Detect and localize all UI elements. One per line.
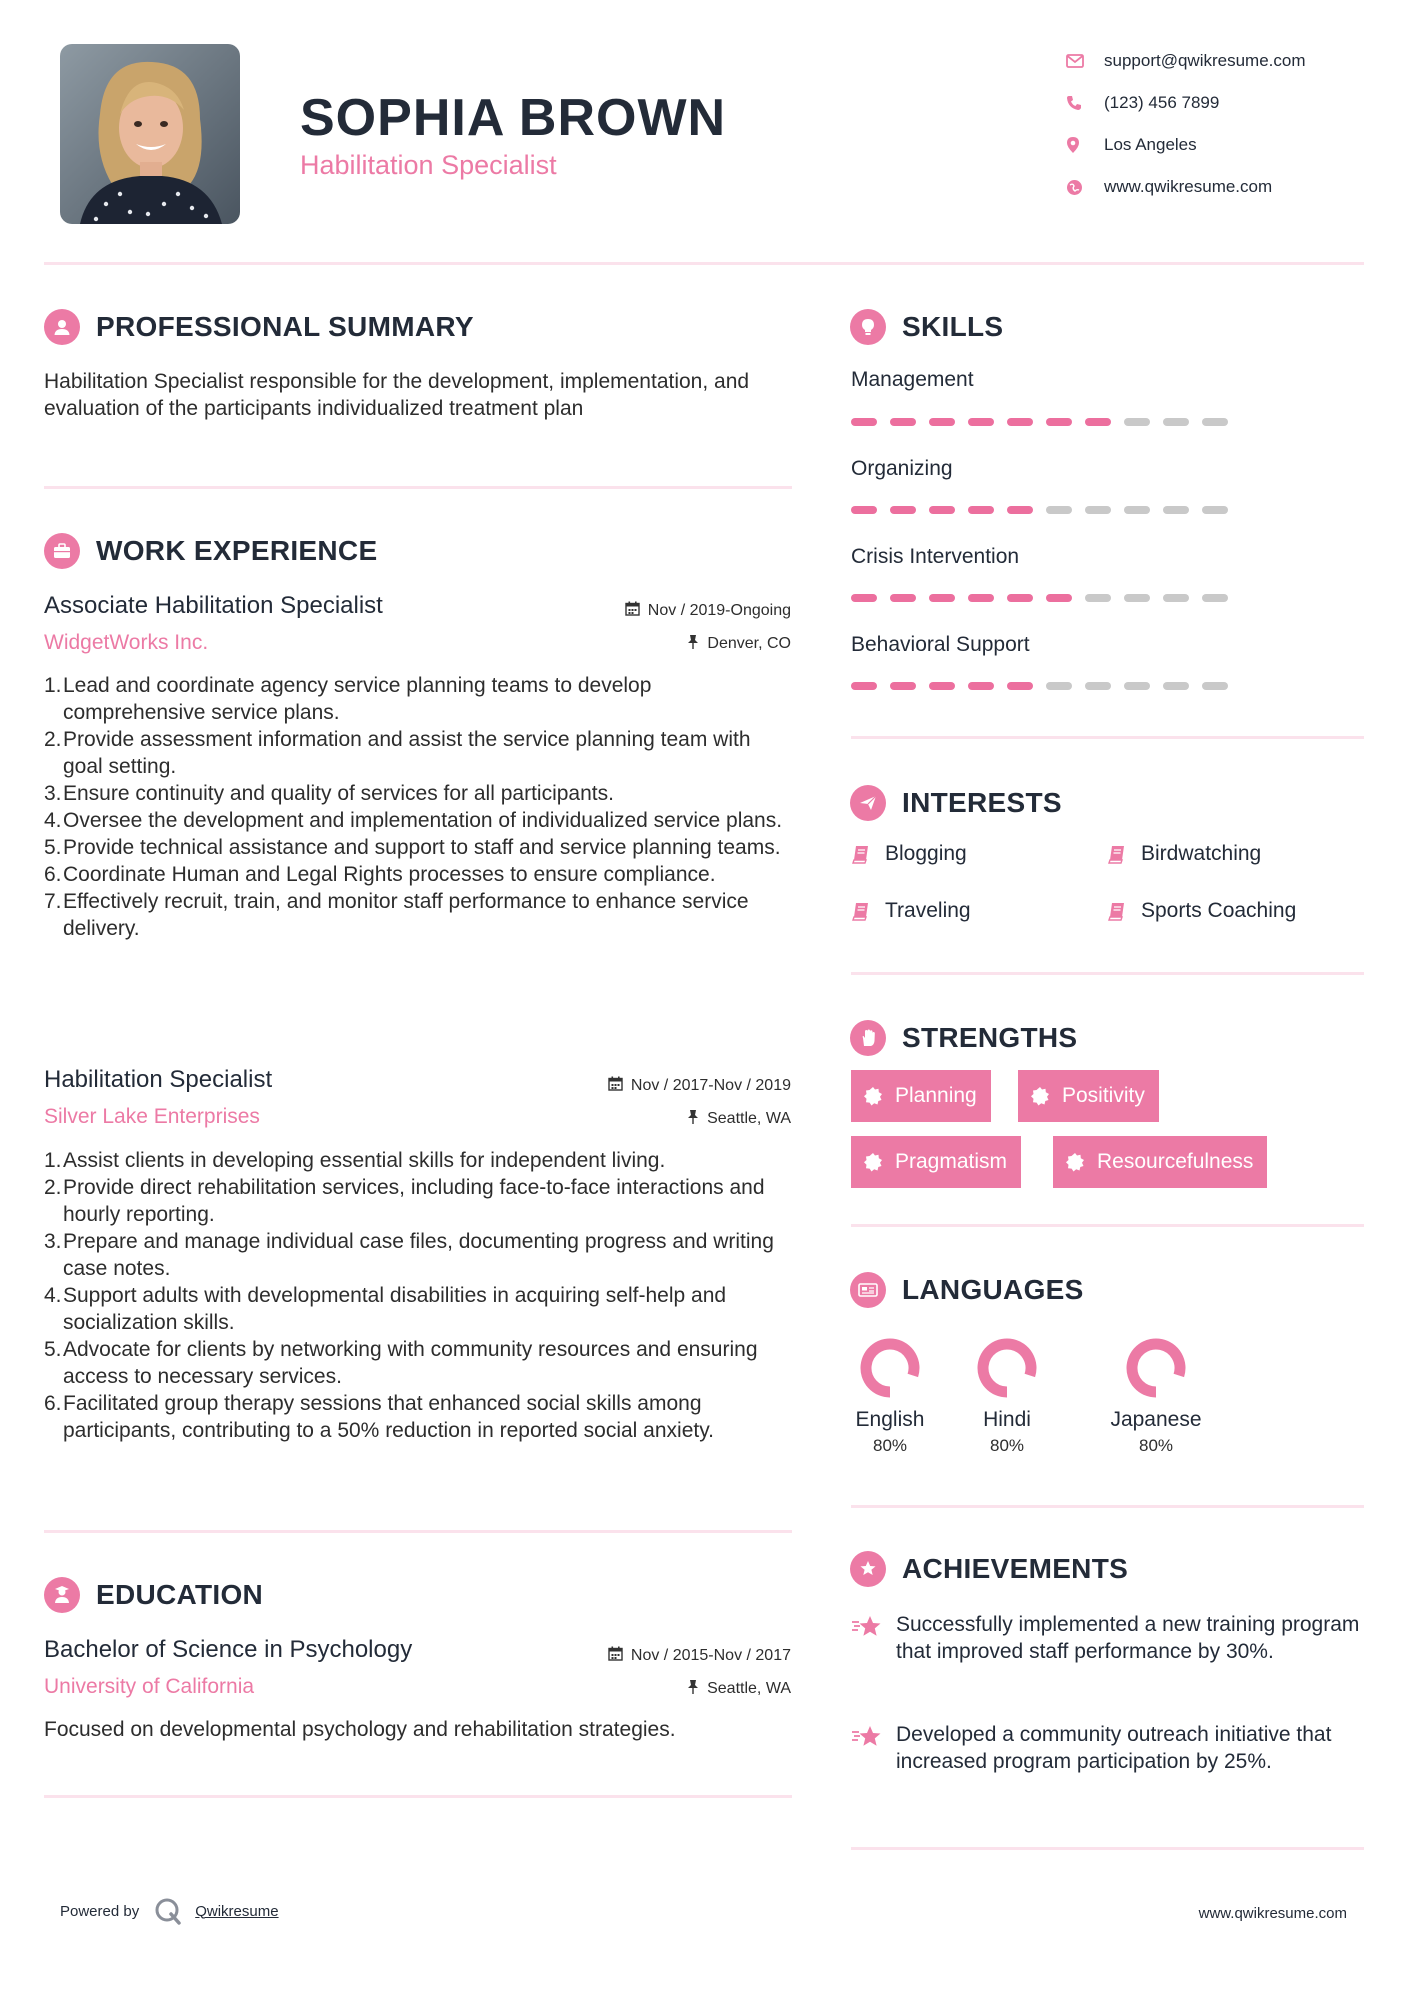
graduate-icon [44, 1577, 80, 1613]
strength-tag: Pragmatism [851, 1136, 1021, 1188]
skill-dash-filled [1007, 682, 1033, 690]
envelope-icon [1066, 54, 1104, 68]
skill-dash-filled [890, 682, 916, 690]
interest-item: Blogging [851, 842, 967, 866]
list-item: 1. Assist clients in developing essential skills for independent living. [44, 1149, 666, 1172]
list-item: 2. Provide direct rehabilitation services, including face-to-face interactions and hourly reporting. [44, 1176, 765, 1226]
achievements-heading: ACHIEVEMENTS [850, 1551, 1128, 1587]
contact-location: Los Angeles [1066, 124, 1306, 166]
brand-link[interactable]: Qwikresume [195, 1902, 279, 1920]
education-text: Focused on developmental psychology and rehabilitation strategies. [44, 1718, 676, 1741]
skill-name: Management [851, 368, 974, 391]
briefcase-icon [44, 533, 80, 569]
interests-heading: INTERESTS [850, 785, 1062, 821]
strength-tag: Resourcefulness [1053, 1136, 1267, 1188]
experience-divider [44, 1530, 792, 1533]
achievements-divider [851, 1847, 1364, 1850]
skill-dash-filled [968, 594, 994, 602]
strength-tag: Positivity [1018, 1070, 1159, 1122]
summary-heading: PROFESSIONAL SUMMARY [44, 309, 474, 345]
language-ring-arc [983, 1344, 1031, 1392]
language-item: Hindi 80% [952, 1336, 1062, 1456]
list-item: 6. Facilitated group therapy sessions that enhanced social skills among participants, contributing to a 50% reduction in reported social anxiety. [44, 1392, 714, 1442]
skill-dash-filled [1046, 594, 1072, 602]
school-name: University of California [44, 1675, 255, 1698]
job-location: Denver, CO [687, 634, 791, 654]
calendar-icon [608, 1076, 623, 1096]
list-item: 2. Provide assessment information and assist the service planning team with goal setting. [44, 728, 751, 778]
contact-phone[interactable]: (123) 456 7899 [1066, 82, 1306, 124]
footer-url[interactable]: www.qwikresume.com [1198, 1905, 1347, 1922]
skill-dash-filled [1046, 418, 1072, 426]
achievement-item: Developed a community outreach initiative that increased program participation by 25%. [851, 1721, 1361, 1775]
skills-divider [851, 736, 1364, 739]
skill-dash-filled [890, 594, 916, 602]
skill-dash-empty [1202, 506, 1228, 514]
skill-dash-empty [1124, 506, 1150, 514]
qwikresume-logo-icon [153, 1896, 183, 1926]
list-item: 1. Lead and coordinate agency service planning teams to develop comprehensive service plans. [44, 674, 652, 724]
summary-divider [44, 486, 792, 489]
strengths-heading: STRENGTHS [850, 1020, 1077, 1056]
skill-dash-filled [1007, 594, 1033, 602]
language-ring [975, 1336, 1039, 1400]
list-item: 7. Effectively recruit, train, and monitor staff performance to enhance service delivery. [44, 890, 749, 940]
interest-item: Sports Coaching [1107, 899, 1296, 923]
book-icon [851, 844, 871, 864]
contact-email[interactable]: support@qwikresume.com [1066, 40, 1306, 82]
skill-dash-empty [1163, 418, 1189, 426]
languages-divider [851, 1505, 1364, 1508]
job-location: Seattle, WA [687, 1109, 791, 1129]
contact-website[interactable]: www.qwikresume.com [1066, 166, 1306, 208]
skill-dash-filled [851, 506, 877, 514]
skill-dash-filled [929, 594, 955, 602]
skill-dash-empty [1202, 418, 1228, 426]
skill-dash-filled [851, 682, 877, 690]
skill-name: Organizing [851, 457, 953, 480]
badge-icon [863, 1086, 883, 1106]
pushpin-icon [687, 1109, 699, 1129]
skill-dash-empty [1046, 682, 1072, 690]
job-title: Associate Habilitation Specialist [44, 592, 383, 619]
star-icon [851, 1723, 896, 1756]
language-ring-arc [1132, 1344, 1180, 1392]
skill-dash-filled [929, 506, 955, 514]
skill-dash-empty [1085, 506, 1111, 514]
calendar-icon [608, 1646, 623, 1666]
list-item: 5. Provide technical assistance and support to staff and service planning teams. [44, 836, 781, 859]
skills-heading: SKILLS [850, 309, 1003, 345]
skill-dash-filled [929, 682, 955, 690]
achievement-item: Successfully implemented a new training program that improved staff performance by 30%. [851, 1611, 1361, 1665]
contact-list [1066, 40, 1306, 208]
list-item: 3. Prepare and manage individual case files, documenting progress and writing case notes. [44, 1230, 774, 1280]
skill-meter [851, 418, 1228, 426]
list-item: 5. Advocate for clients by networking with community resources and ensuring access to necessary services. [44, 1338, 758, 1388]
list-item: 4. Support adults with developmental disabilities in acquiring self-help and socialization skills. [44, 1284, 727, 1334]
candidate-name: SOPHIA BROWN [300, 89, 727, 147]
skill-meter [851, 506, 1228, 514]
list-item: 4. Oversee the development and implementation of individualized service plans. [44, 809, 783, 832]
skill-dash-empty [1202, 682, 1228, 690]
interests-divider [851, 972, 1364, 975]
skill-dash-filled [1085, 418, 1111, 426]
lightbulb-icon [850, 309, 886, 345]
skill-dash-filled [929, 418, 955, 426]
strength-tag: Planning [851, 1070, 991, 1122]
paper-plane-icon [850, 785, 886, 821]
job-company: WidgetWorks Inc. [44, 631, 209, 654]
powered-by: Powered by Qwikresume [60, 1896, 279, 1926]
education-dates: Nov / 2015-Nov / 2017 [608, 1646, 791, 1666]
pushpin-icon [687, 1679, 699, 1699]
language-item: English 80% [835, 1336, 945, 1456]
language-ring-arc [866, 1344, 914, 1392]
list-item: 6. Coordinate Human and Legal Rights processes to ensure compliance. [44, 863, 716, 886]
job-responsibilities [44, 672, 796, 942]
skill-dash-empty [1124, 594, 1150, 602]
skill-dash-empty [1163, 682, 1189, 690]
education-heading: EDUCATION [44, 1577, 263, 1613]
skill-dash-filled [968, 506, 994, 514]
summary-text: Habilitation Specialist responsible for the development, implementation, and evaluation of the participants individualized treatment plan [44, 370, 750, 420]
education-location: Seattle, WA [687, 1679, 791, 1699]
skill-dash-empty [1163, 594, 1189, 602]
language-card-icon [850, 1272, 886, 1308]
skill-dash-empty [1124, 418, 1150, 426]
job-dates: Nov / 2017-Nov / 2019 [608, 1076, 791, 1096]
list-item: 3. Ensure continuity and quality of services for all participants. [44, 782, 614, 805]
skill-meter [851, 594, 1228, 602]
job-title: Habilitation Specialist [44, 1066, 273, 1093]
skill-dash-empty [1085, 682, 1111, 690]
skill-dash-filled [968, 418, 994, 426]
skill-name: Behavioral Support [851, 633, 1030, 656]
skill-name: Crisis Intervention [851, 545, 1020, 568]
user-icon [44, 309, 80, 345]
header-divider [44, 262, 1364, 265]
strengths-divider [851, 1224, 1364, 1227]
degree-title: Bachelor of Science in Psychology [44, 1636, 413, 1663]
phone-icon [1066, 95, 1104, 111]
profile-photo [60, 44, 240, 224]
book-icon [1107, 844, 1127, 864]
skill-dash-empty [1085, 594, 1111, 602]
job-responsibilities [44, 1147, 796, 1444]
language-ring [1124, 1336, 1188, 1400]
skill-dash-filled [890, 418, 916, 426]
skill-dash-filled [851, 418, 877, 426]
globe-icon [1066, 179, 1104, 196]
skill-meter [851, 682, 1228, 690]
skill-dash-empty [1046, 506, 1072, 514]
badge-icon [1030, 1086, 1050, 1106]
candidate-role: Habilitation Specialist [300, 150, 557, 180]
hand-icon [850, 1020, 886, 1056]
education-divider [44, 1795, 792, 1798]
book-icon [1107, 901, 1127, 921]
skill-dash-empty [1124, 682, 1150, 690]
badge-icon [1065, 1152, 1085, 1172]
job-company: Silver Lake Enterprises [44, 1105, 260, 1128]
interest-item: Traveling [851, 899, 971, 923]
location-pin-icon [1066, 136, 1104, 154]
language-item: Japanese 80% [1101, 1336, 1211, 1456]
skill-dash-empty [1163, 506, 1189, 514]
language-ring [858, 1336, 922, 1400]
book-icon [851, 901, 871, 921]
interest-item: Birdwatching [1107, 842, 1261, 866]
skill-dash-filled [968, 682, 994, 690]
calendar-icon [625, 601, 640, 621]
skill-dash-empty [1202, 594, 1228, 602]
languages-heading: LANGUAGES [850, 1272, 1084, 1308]
skill-dash-filled [1007, 506, 1033, 514]
pushpin-icon [687, 634, 699, 654]
skill-dash-filled [1007, 418, 1033, 426]
experience-heading: WORK EXPERIENCE [44, 533, 377, 569]
badge-icon [863, 1152, 883, 1172]
star-badge-icon [850, 1551, 886, 1587]
skill-dash-filled [890, 506, 916, 514]
star-icon [851, 1613, 896, 1646]
skill-dash-filled [851, 594, 877, 602]
job-dates: Nov / 2019-Ongoing [625, 601, 791, 621]
